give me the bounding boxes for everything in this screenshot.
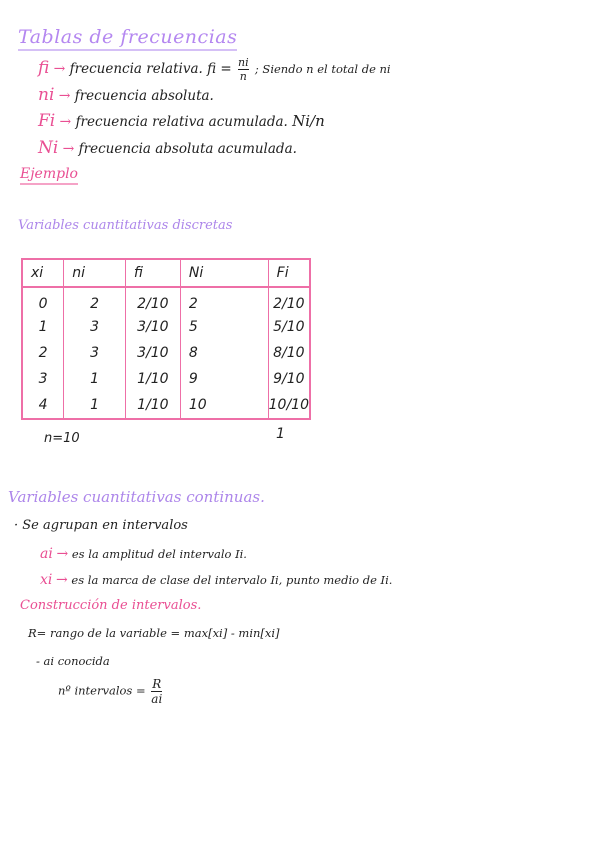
cell-ni: 1 bbox=[64, 366, 126, 392]
table-row bbox=[22, 287, 310, 313]
header-Ni: Ni bbox=[180, 259, 268, 287]
cell-Fi: 10/10 bbox=[268, 393, 310, 419]
xi-text: es la marca de clase del intervalo Ii, punto medio de Ii. bbox=[71, 573, 393, 587]
definition-ni bbox=[38, 85, 214, 105]
frequency-table bbox=[21, 258, 311, 420]
construccion-heading: Construcción de intervalos. bbox=[20, 598, 202, 613]
cell-Ni: 2 bbox=[180, 287, 268, 313]
cell-ni: 2 bbox=[64, 287, 126, 313]
fraction-R-ai bbox=[151, 678, 162, 705]
xi-definition bbox=[40, 572, 392, 588]
definition-Ni bbox=[38, 138, 297, 158]
cell-xi: 1 bbox=[22, 313, 64, 339]
arrow-icon: → bbox=[56, 572, 68, 588]
continuous-heading: Variables cuantitativas continuas. bbox=[8, 488, 265, 506]
definition-text: frecuencia absoluta acumulada. bbox=[78, 141, 297, 157]
arrow-icon: → bbox=[53, 61, 66, 77]
header-ni: ni bbox=[64, 259, 126, 287]
cell-xi: 3 bbox=[22, 366, 64, 392]
header-fi: fi bbox=[125, 259, 180, 287]
cell-ni: 3 bbox=[64, 313, 126, 339]
cell-Ni: 9 bbox=[180, 366, 268, 392]
ejemplo-heading: Ejemplo bbox=[20, 166, 78, 185]
cell-fi: 2/10 bbox=[125, 287, 180, 313]
cell-fi: 3/10 bbox=[125, 313, 180, 339]
rango-formula: R= rango de la variable = max[xi] - min[xi] bbox=[28, 626, 280, 640]
symbol-Fi: Fi bbox=[38, 111, 56, 131]
fraction-denominator: n bbox=[239, 70, 247, 83]
cell-fi: 3/10 bbox=[125, 340, 180, 366]
fraction-numerator: R bbox=[152, 677, 162, 691]
symbol-xi: xi bbox=[40, 572, 53, 588]
definition-text: frecuencia relativa acumulada. bbox=[75, 114, 288, 130]
symbol-ai: ai bbox=[40, 546, 53, 562]
symbol-Ni: Ni bbox=[38, 138, 59, 158]
cell-Fi: 8/10 bbox=[268, 340, 310, 366]
cell-Fi: 2/10 bbox=[268, 287, 310, 313]
definition-text: frecuencia absoluta. bbox=[74, 88, 214, 104]
cell-Fi: 9/10 bbox=[268, 366, 310, 392]
arrow-icon: → bbox=[62, 141, 75, 157]
cell-ni: 1 bbox=[64, 393, 126, 419]
definition-tail: Ni/n bbox=[292, 112, 325, 130]
definition-tail: ; Siendo n el total de ni bbox=[254, 62, 391, 76]
header-xi: xi bbox=[22, 259, 64, 287]
fraction-denominator: ai bbox=[151, 692, 163, 706]
definition-fi bbox=[38, 57, 391, 82]
cell-fi: 1/10 bbox=[125, 393, 180, 419]
intervalos-label: nº intervalos = bbox=[58, 683, 146, 698]
table-row bbox=[22, 313, 310, 339]
cell-Fi: 5/10 bbox=[268, 313, 310, 339]
cell-Ni: 10 bbox=[180, 393, 268, 419]
discrete-heading: Variables cuantitativas discretas bbox=[18, 218, 233, 233]
symbol-ni: ni bbox=[38, 85, 55, 105]
arrow-icon: → bbox=[58, 88, 71, 104]
table-row bbox=[22, 393, 310, 419]
cell-xi: 4 bbox=[22, 393, 64, 419]
fraction-numerator: ni bbox=[238, 56, 249, 69]
F-total: 1 bbox=[276, 426, 285, 442]
cell-ni: 3 bbox=[64, 340, 126, 366]
definition-text: frecuencia relativa. bbox=[69, 61, 203, 77]
cell-Ni: 8 bbox=[180, 340, 268, 366]
cell-Ni: 5 bbox=[180, 313, 268, 339]
formula-prefix: fi = bbox=[207, 61, 232, 77]
header-Fi: Fi bbox=[268, 259, 310, 287]
ai-conocida: - ai conocida bbox=[36, 654, 110, 668]
page-title: Tablas de frecuencias bbox=[18, 26, 237, 51]
arrow-icon: → bbox=[59, 114, 72, 130]
table-row bbox=[22, 340, 310, 366]
bullet-agrupan: · Se agrupan en intervalos bbox=[14, 518, 188, 533]
table-header-row bbox=[22, 259, 310, 287]
fraction-ni-n bbox=[238, 57, 249, 82]
cell-xi: 2 bbox=[22, 340, 64, 366]
intervalos-formula bbox=[58, 678, 164, 705]
table-row bbox=[22, 366, 310, 392]
cell-xi: 0 bbox=[22, 287, 64, 313]
ai-text: es la amplitud del intervalo Ii. bbox=[71, 547, 247, 561]
arrow-icon: → bbox=[56, 546, 69, 562]
cell-fi: 1/10 bbox=[125, 366, 180, 392]
definition-Fi bbox=[38, 111, 325, 131]
ai-definition bbox=[40, 546, 247, 562]
n-total: n=10 bbox=[44, 431, 80, 446]
symbol-fi: fi bbox=[38, 58, 50, 78]
